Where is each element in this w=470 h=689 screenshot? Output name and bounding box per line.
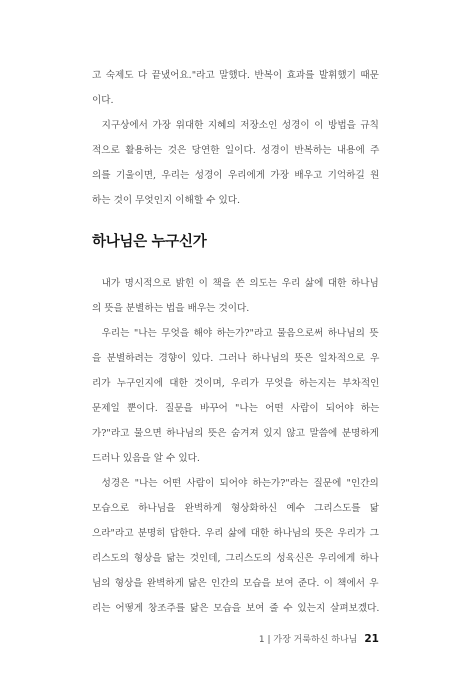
text-line: 이다.: [92, 95, 114, 106]
text-line: 성경은 "나는 어떤 사람이 되어야 하는가?"라는 질문에 "인간의: [92, 478, 379, 489]
text-line: 을 분별하려는 경향이 있다. 그러나 하나님의 뜻은 일차적으로 우: [92, 353, 380, 364]
text-line: 고 숙제도 다 끝냈어요."라고 말했다. 반복이 효과를 발휘했기 때문: [92, 70, 379, 81]
text-line: 적으로 활용하는 것은 당연한 일이다. 성경이 반복하는 내용에 주: [92, 145, 380, 156]
page-footer: [259, 632, 379, 645]
text-line: 문제일 뿐이다. 질문을 바꾸어 "나는 어떤 사람이 되어야 하는: [92, 403, 380, 414]
text-line: 님의 형상을 완벽하게 닮은 인간의 모습을 보여 준다. 이 책에서 우: [92, 578, 379, 589]
section-heading: 하나님은 누구신가: [92, 234, 207, 250]
text-line: 리스도의 형상을 닮는 것인데, 그리스도의 성육신은 우리에게 하나: [92, 553, 379, 564]
text-line: 모습으로 하나님을 완벽하게 형상화하신 예수 그리스도를 닮: [92, 503, 379, 514]
text-line: 의 뜻을 분별하는 법을 배우는 것이다.: [92, 303, 250, 314]
page-number: 21: [364, 633, 379, 645]
text-line: 내가 명시적으로 밝힌 이 책을 쓴 의도는 우리 삶에 대한 하나님: [92, 278, 379, 289]
text-line: 드러나 있음을 알 수 있다.: [92, 453, 200, 464]
text-line: 으라"라고 분명히 답한다. 우리 삶에 대한 하나님의 뜻은 우리가 그: [92, 528, 379, 539]
text-line: 우리는 "나는 무엇을 해야 하는가?"라고 물음으로써 하나님의 뜻: [92, 328, 379, 339]
text-line: 리는 어떻게 창조주를 닮은 모습을 보여 줄 수 있는지 살펴보겠다.: [92, 603, 380, 614]
text-line: 지구상에서 가장 위대한 지혜의 저장소인 성경이 이 방법을 규칙: [92, 120, 379, 131]
text-line: 하는 것이 무엇인지 이해할 수 있다.: [92, 195, 241, 206]
text-line: 의를 기울이면, 우리는 성경이 우리에게 가장 배우고 기억하길 원: [92, 170, 380, 181]
text-line: 가?"라고 물으면 하나님의 뜻은 숨겨져 있지 않고 말씀에 분명하게: [92, 428, 379, 439]
running-footer-chapter: 1 | 가장 거룩하신 하나님: [258, 635, 358, 645]
text-line: 리가 누구인지에 대한 것이며, 우리가 무엇을 하는지는 부차적인: [92, 378, 380, 389]
